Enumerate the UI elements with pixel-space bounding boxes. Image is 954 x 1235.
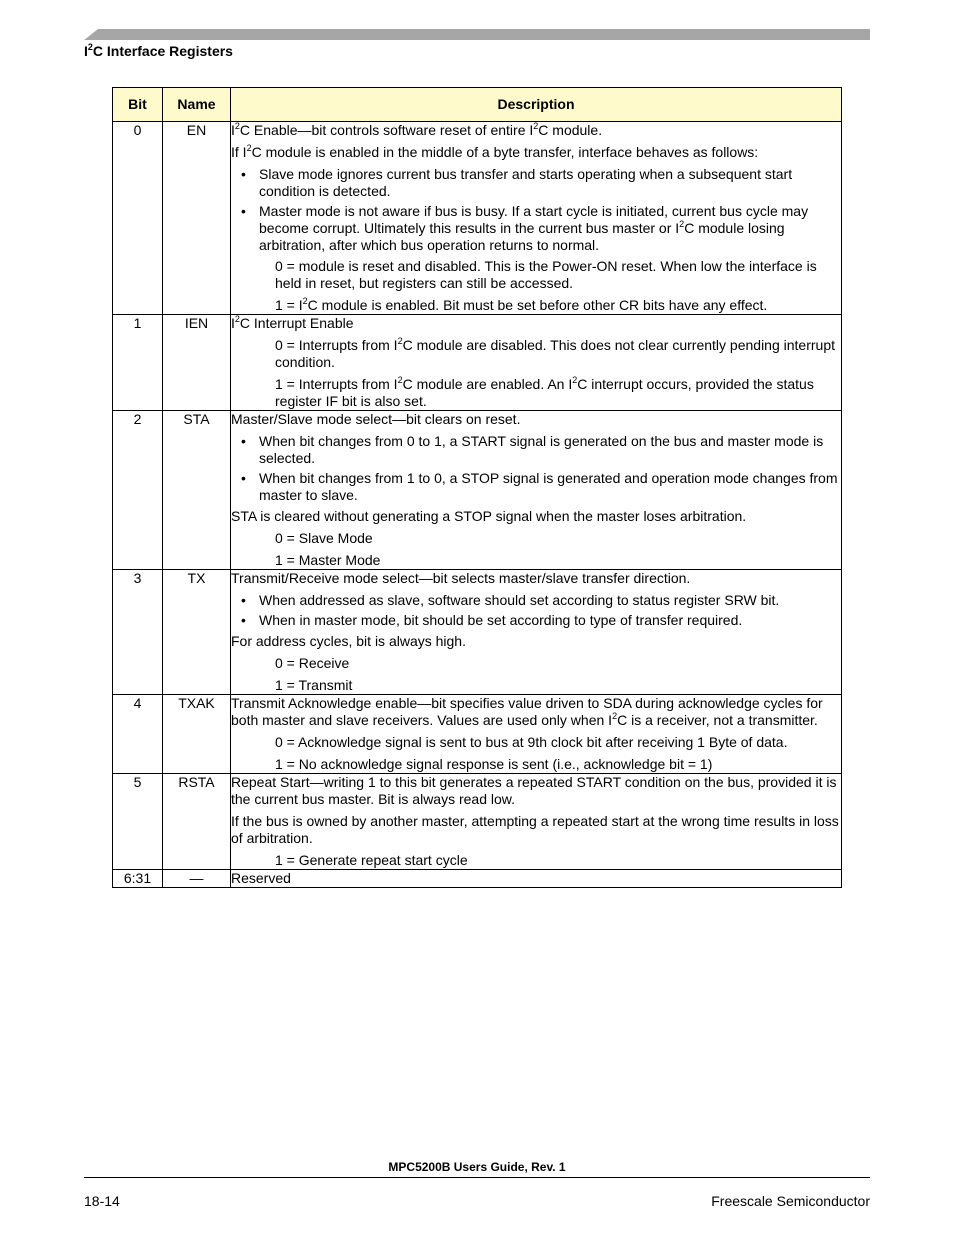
name-cell: TXAK	[163, 695, 231, 774]
value-definition: 0 = Slave Mode	[275, 530, 373, 546]
section-title: $I^2C$ Interface Registers	[84, 42, 233, 59]
bullet-item: • Master mode is not aware if bus is busy. If a start cycle is initiated, current bus cycle may become corrupt. Ultimately this results in the current bus master or $I^2C$ module losing arbitration, after which bus operation returns to normal.	[231, 203, 841, 254]
description-cell	[231, 870, 842, 888]
description-line: Repeat Start—writing 1 to this bit generates a repeated START condition on the bus, provided it is the current bus master. Bit is always read low.	[231, 774, 837, 807]
description-line: $I^2C$ Enable—bit controls software reset of entire $I^2C$ module.	[231, 121, 603, 138]
column-header-name: Name	[163, 88, 231, 122]
description-line: If the bus is owned by another master, attempting a repeated start at the wrong time results in loss of arbitration.	[231, 813, 839, 846]
bullet-item: • When bit changes from 1 to 0, a STOP signal is generated and operation mode changes from master to slave.	[231, 470, 841, 504]
table-row	[113, 315, 842, 411]
bullet-list	[231, 166, 841, 254]
description-cell	[231, 570, 842, 695]
description-line: If $I^2C$ module is enabled in the middle of a byte transfer, interface behaves as follows:	[231, 143, 759, 160]
bullet-list	[231, 592, 841, 629]
description-line: $I^2C$ Interrupt Enable	[231, 314, 354, 331]
company-name: Freescale Semiconductor	[711, 1193, 870, 1209]
table-header-row	[113, 88, 842, 122]
bit-cell: 4	[113, 695, 163, 774]
value-definition: $1 = I^2C$ module is enabled. Bit must be set before other CR bits have any effect.	[275, 296, 768, 313]
table-row	[113, 122, 842, 315]
name-cell: EN	[163, 122, 231, 315]
value-definition: 0 = Receive	[275, 655, 350, 671]
table-row	[113, 695, 842, 774]
description-line: Transmit Acknowledge enable—bit specifies value driven to SDA during acknowledge cycles for both master and slave receivers. Values are used only when $I^2C$ is a receiver, not a transmitter.	[231, 695, 823, 728]
table-row	[113, 570, 842, 695]
description-line: Master/Slave mode select—bit clears on reset.	[231, 411, 521, 427]
bit-cell: 6:31	[113, 870, 163, 888]
bit-cell: 5	[113, 774, 163, 870]
name-cell: RSTA	[163, 774, 231, 870]
value-definition: 1 = Transmit	[275, 677, 353, 693]
bit-cell: 1	[113, 315, 163, 411]
register-table	[112, 87, 842, 888]
footer-document-title: MPC5200B Users Guide, Rev. 1	[388, 1160, 566, 1174]
description-cell	[231, 774, 842, 870]
bullet-list	[231, 433, 841, 504]
header-bar	[84, 29, 870, 40]
value-definition: 1 = No acknowledge signal response is sent (i.e., acknowledge bit = 1)	[275, 756, 713, 772]
description-line: Transmit/Receive mode select—bit selects master/slave transfer direction.	[231, 570, 691, 586]
bullet-item: • Slave mode ignores current bus transfer and starts operating when a subsequent start condition is detected.	[231, 166, 841, 200]
description-cell	[231, 695, 842, 774]
bit-cell: 2	[113, 411, 163, 570]
bullet-item: • When addressed as slave, software should set according to status register SRW bit.	[231, 592, 841, 609]
page-number: 18-14	[84, 1193, 120, 1209]
name-cell: —	[163, 870, 231, 888]
column-header-bit: Bit	[113, 88, 163, 122]
description-cell	[231, 315, 842, 411]
bullet-item: • When bit changes from 0 to 1, a START signal is generated on the bus and master mode is selected.	[231, 433, 841, 467]
value-definition: 0 = Interrupts from $I^2C$ module are disabled. This does not clear currently pending interrupt condition.	[275, 336, 836, 370]
value-definition: 1 = Interrupts from $I^2C$ module are enabled. An $I^2C$ interrupt occurs, provided the status register IF bit is also set.	[275, 375, 814, 409]
description-line: STA is cleared without generating a STOP signal when the master loses arbitration.	[231, 508, 747, 524]
name-cell: STA	[163, 411, 231, 570]
value-definition: 0 = Acknowledge signal is sent to bus at 9th clock bit after receiving 1 Byte of data.	[275, 734, 788, 750]
description-cell	[231, 411, 842, 570]
table-row	[113, 774, 842, 870]
value-definition: 1 = Master Mode	[275, 552, 381, 568]
footer-divider	[84, 1177, 870, 1178]
column-header-description: Description	[231, 88, 842, 122]
name-cell: TX	[163, 570, 231, 695]
description-line: Reserved	[231, 870, 291, 886]
description-cell	[231, 122, 842, 315]
bullet-item: • When in master mode, bit should be set according to type of transfer required.	[231, 612, 841, 629]
name-cell: IEN	[163, 315, 231, 411]
value-definition: 0 = module is reset and disabled. This is the Power-ON reset. When low the interface is held in reset, but registers can still be accessed.	[275, 258, 817, 291]
bit-cell: 0	[113, 122, 163, 315]
table-row	[113, 870, 842, 888]
table-row	[113, 411, 842, 570]
value-definition: 1 = Generate repeat start cycle	[275, 852, 468, 868]
bit-cell: 3	[113, 570, 163, 695]
description-line: For address cycles, bit is always high.	[231, 633, 466, 649]
